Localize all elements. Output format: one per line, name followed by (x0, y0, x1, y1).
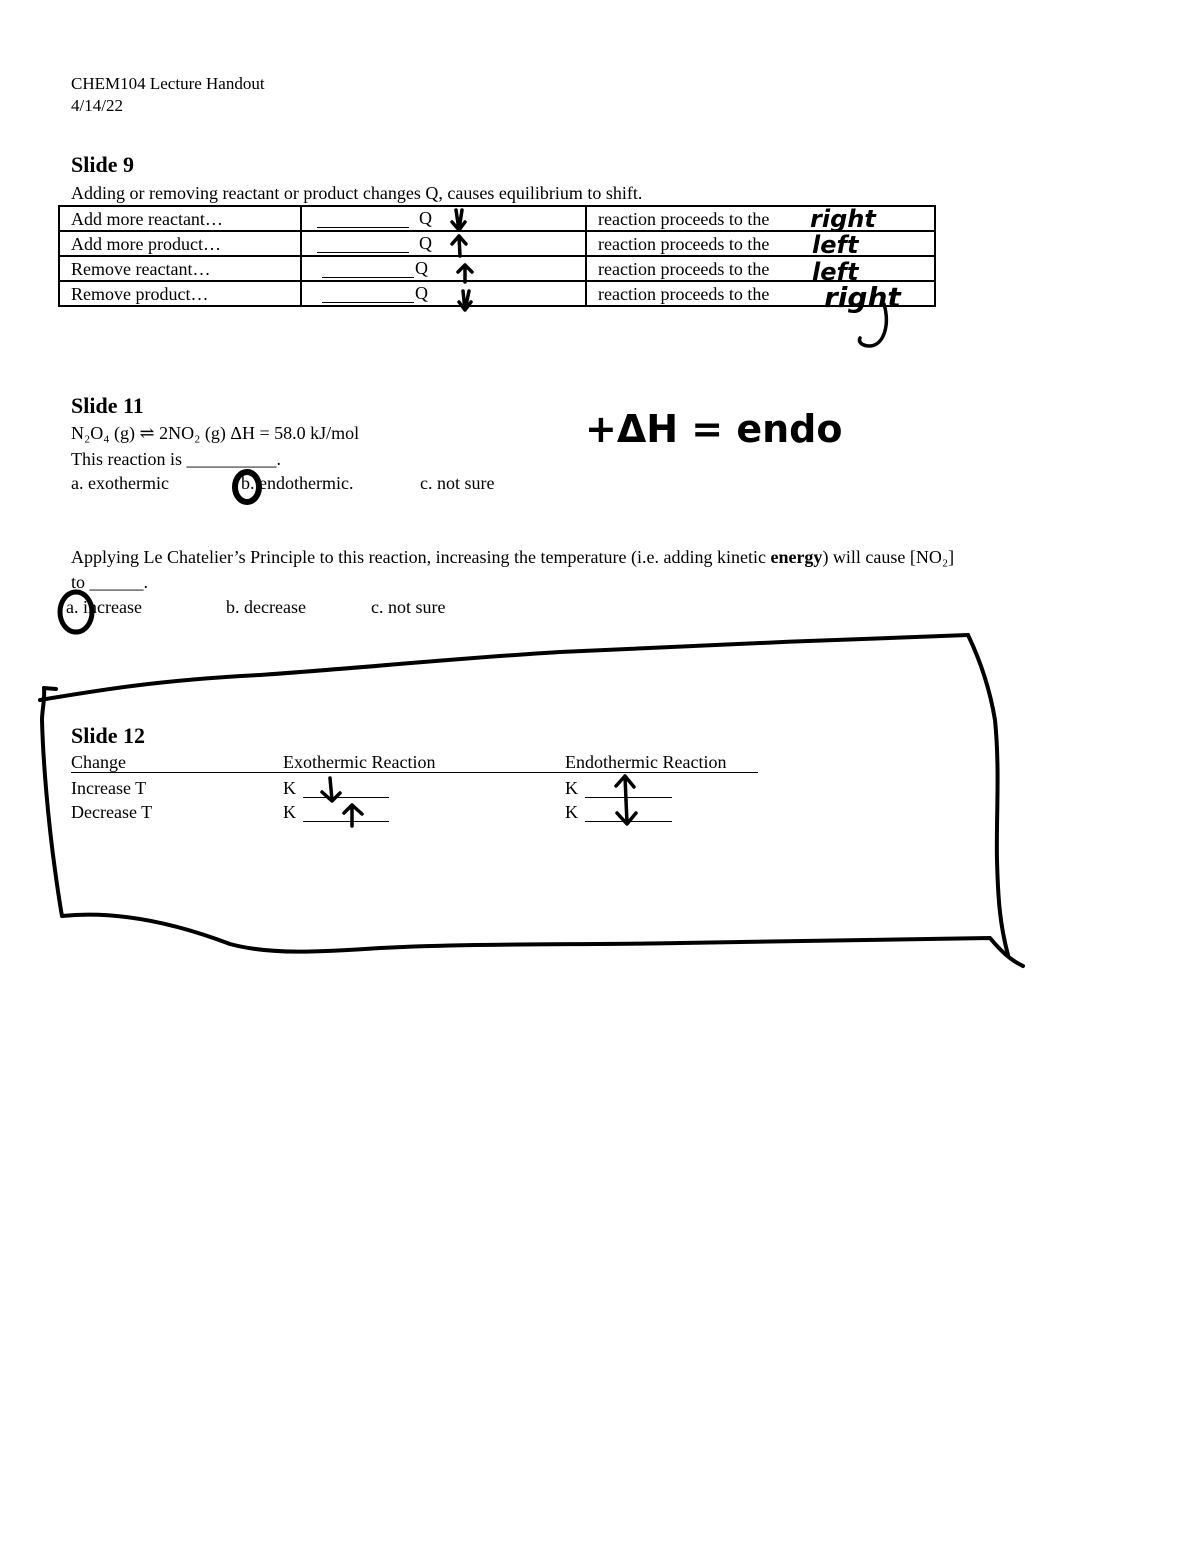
handout-date: 4/14/22 (71, 96, 123, 115)
handwritten-answer-right: right (810, 205, 876, 233)
result-prefix: reaction proceeds to the (598, 233, 770, 254)
question-2-text-end: ) will cause [NO₂] (822, 547, 955, 567)
up-arrow-icon (616, 776, 634, 800)
q-label: Q (419, 233, 432, 253)
result-prefix: reaction proceeds to the (598, 208, 770, 229)
exo-k-label: K (283, 778, 296, 798)
change-cell: Remove product… (59, 281, 301, 306)
q-label: Q (419, 208, 432, 228)
up-arrow-icon (458, 265, 472, 282)
question-2-line2: to ______. (71, 572, 149, 592)
slide11-title: Slide 11 (71, 393, 144, 418)
result-prefix: reaction proceeds to the (598, 283, 770, 304)
option-b: b. decrease (226, 597, 306, 617)
freehand-box (42, 688, 1023, 966)
slide9-intro: Adding or removing reactant or product changes Q, causes equilibrium to shift. (71, 183, 643, 203)
ink-squiggle (859, 304, 886, 346)
option-a: a. exothermic (71, 473, 169, 493)
down-arrow-icon (452, 210, 465, 230)
answer-circle (235, 472, 259, 502)
exo-k-label: K (283, 802, 296, 822)
course-title: CHEM104 Lecture Handout (71, 74, 265, 93)
reaction-equation: N₂O₄ (g) ⇌ 2NO₂ (g) ΔH = 58.0 kJ/mol (71, 423, 360, 443)
slide9-title: Slide 9 (71, 152, 134, 177)
change-cell: Add more reactant… (59, 206, 301, 231)
down-arrow-icon (617, 800, 636, 824)
question-2-bold: energy (770, 547, 823, 567)
endo-k-label: K (565, 778, 578, 798)
q-label: Q (415, 283, 428, 303)
col-header-endothermic: Endothermic Reaction (565, 752, 727, 772)
option-c: c. not sure (371, 597, 446, 617)
row-change: Decrease T (71, 802, 153, 822)
up-arrow-icon (344, 805, 362, 826)
question-1: This reaction is __________. (71, 449, 281, 469)
option-b: b. endothermic. (241, 473, 354, 493)
question-2-text: Applying Le Chatelier’s Principle to this reaction, increasing the temperature (i.e. adding kinetic (71, 547, 771, 567)
up-arrow-icon (452, 236, 466, 256)
answer-circle (60, 592, 92, 632)
row-change: Increase T (71, 778, 147, 798)
option-c: c. not sure (420, 473, 495, 493)
col-header-exothermic: Exothermic Reaction (283, 752, 436, 772)
change-cell: Remove reactant… (59, 256, 301, 281)
down-arrow-icon (322, 778, 340, 801)
handwritten-answer-right: right (824, 281, 901, 314)
down-arrow-icon (459, 291, 471, 310)
result-prefix: reaction proceeds to the (598, 258, 770, 279)
col-header-change: Change (71, 752, 126, 772)
handwritten-answer-left: left (812, 258, 859, 286)
option-a: a. increase (66, 597, 142, 617)
slide12-title: Slide 12 (71, 723, 145, 748)
handwritten-note: +ΔH = endo (585, 407, 843, 451)
handwritten-answer-left: left (812, 231, 859, 259)
q-label: Q (415, 258, 428, 278)
change-cell: Add more product… (59, 231, 301, 256)
endo-k-label: K (565, 802, 578, 822)
